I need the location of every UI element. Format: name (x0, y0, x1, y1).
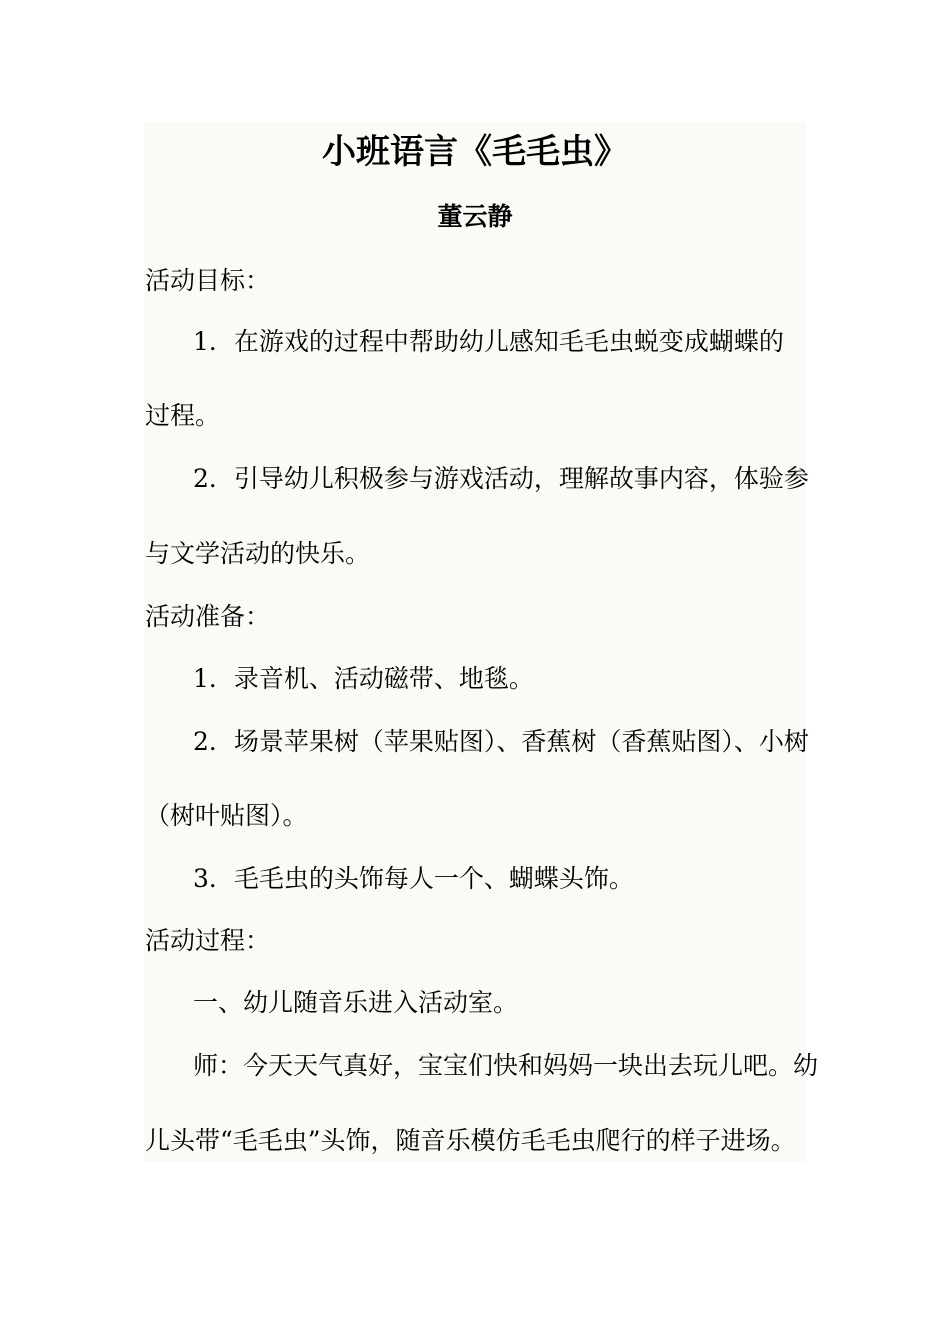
paragraph-line: 1．在游戏的过程中帮助幼儿感知毛毛虫蜕变成蝴蝶的 (193, 327, 784, 356)
section-heading-preparation: 活动准备： (145, 602, 271, 631)
paragraph-line: 与文学活动的快乐。 (145, 539, 371, 568)
paragraph-line: 儿头带“毛毛虫”头饰，随音乐模仿毛毛虫爬行的样子进场。 (145, 1126, 796, 1155)
paragraph-line: 师：今天天气真好，宝宝们快和妈妈一块出去玩儿吧。幼 (193, 1051, 819, 1080)
paragraph-line: 2．场景苹果树（苹果贴图）、香蕉树（香蕉贴图）、小树 (193, 727, 809, 756)
paragraph-line: 过程。 (145, 401, 221, 430)
paragraph-line: 1．录音机、活动磁带、地毯。 (193, 664, 534, 693)
section-heading-goals: 活动目标： (145, 266, 271, 295)
document-author: 董云静 (437, 202, 513, 231)
paragraph-line: （树叶贴图）。 (145, 801, 308, 830)
document-title: 小班语言《毛毛虫》 (322, 132, 628, 172)
paragraph-line: 一、幼儿随音乐进入活动室。 (193, 988, 519, 1017)
paragraph-line: 2．引导幼儿积极参与游戏活动，理解故事内容，体验参 (193, 464, 809, 493)
paragraph-line: 3．毛毛虫的头饰每人一个、蝴蝶头饰。 (193, 864, 634, 893)
section-heading-process: 活动过程： (145, 926, 271, 955)
